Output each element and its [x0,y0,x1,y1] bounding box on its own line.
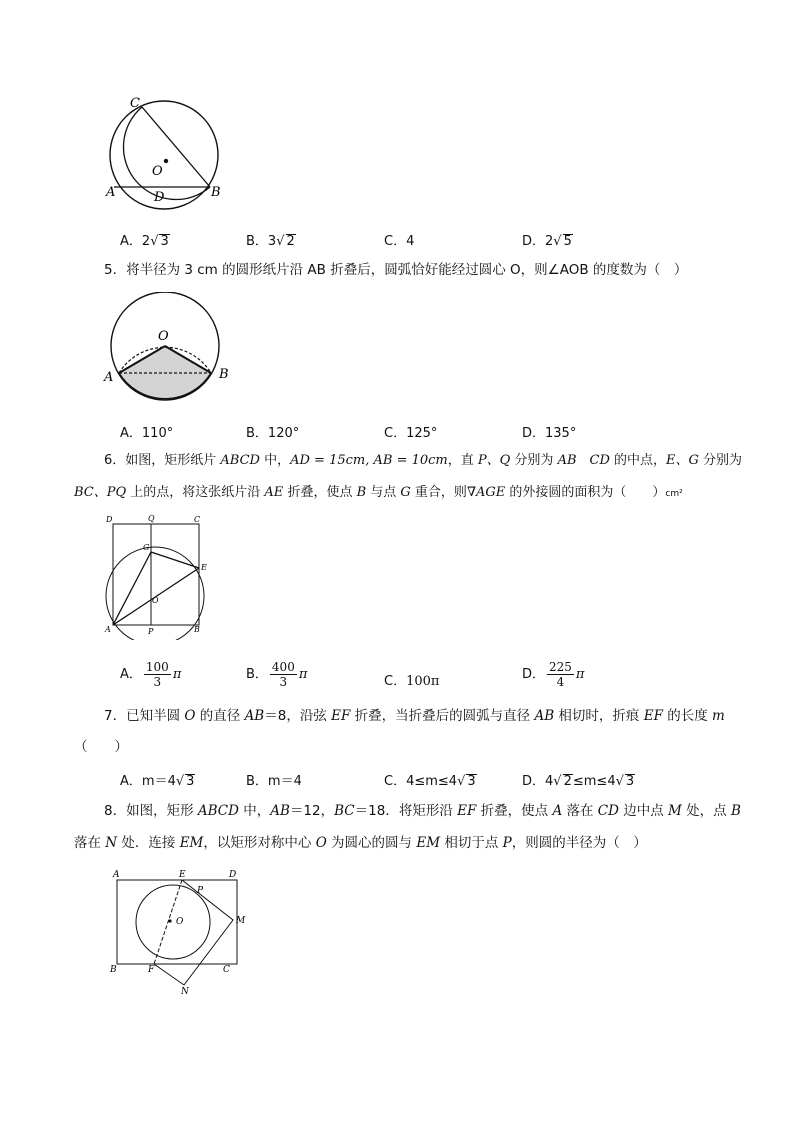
q6-option-c: C．100π [384,674,440,689]
q4-option-c: C．4 [384,234,415,249]
q6-label-p: P [148,627,154,636]
q4-label-c: C [130,96,140,111]
q6-label-e: E [201,563,207,572]
q8-label-n: N [181,987,189,996]
q5-label-a: A [104,370,114,385]
q8-label-p: P [197,886,204,896]
q5-option-d: D．135° [522,426,577,441]
q8-label-f: F [148,965,155,975]
q7-option-a: A．m＝4√ 3 [120,774,195,789]
q6-option-d: D． $\frac{225}{4}$ π [522,660,585,689]
q5-text: 5．将半径为 3 cm 的圆形纸片沿 AB 折叠后，圆弧恰好能经过圆心 O，则∠AOB 的度数为（ ） [104,262,688,278]
q6-line2: BC、PQ 上的点，将这张纸片沿 AE 折叠，使点 B 与点 G 重合，则∇AGE 的外接圆的面积为（ ）cm² [74,485,683,500]
q6-label-a: A [105,625,111,634]
q7-option-b: B．m＝4 [246,774,302,789]
q6-label-d: D [106,515,113,524]
q8-label-o: O [176,917,184,927]
q8-label-b: B [110,965,117,975]
q6-label-g: G [143,543,150,552]
q5-option-c: C．125° [384,426,438,441]
q4-label-o: O [152,164,163,179]
q7-line1: 7．已知半圆 O 的直径 AB＝8，沿弦 EF 折叠，当折叠后的圆弧与直径 AB 相切时，折痕 EF 的长度 m [104,708,725,724]
q8-figure [105,866,255,996]
q5-label-b: B [219,367,229,382]
q5-figure [100,292,240,410]
q8-label-m: M [236,916,246,926]
q6-option-b: B． $\frac{400}{3}$ π [246,660,308,689]
q4-option-b: B．3√ 2 [246,234,295,249]
q7-option-d: D．4√ 2≤m≤4√ 3 [522,774,635,789]
q6-line1: 6．如图，矩形纸片 ABCD 中，AD = 15cm, AB = 10cm，直 P、Q 分别为 AB CD 的中点，E、G 分别为 [104,453,743,468]
q5-option-a: A．110° [120,426,174,441]
q4-label-b: B [211,185,221,200]
q8-line2: 落在 N 处．连接 EM，以矩形对称中心 O 为圆心的圆与 EM 相切于点 P，则圆的半径为（ ） [74,835,647,851]
q7-line2: （ ） [74,739,128,755]
q6-label-b: B [194,625,200,634]
q4-option-a: A．2√ 3 [120,234,169,249]
q6-label-q: Q [148,514,155,523]
q8-label-e: E [179,870,186,880]
q8-label-d: D [229,870,237,880]
q4-figure [100,95,230,210]
q5-label-o: O [158,329,169,344]
q6-figure [98,510,218,640]
q6-label-o: O [152,596,159,605]
q8-label-a: A [113,870,120,880]
q5-option-b: B．120° [246,426,300,441]
q6-option-a: A． $\frac{100}{3}$ π [120,660,182,689]
q7-option-c: C．4≤m≤4√ 3 [384,774,476,789]
q6-label-c: C [194,515,201,524]
q8-label-c: C [223,965,230,975]
q8-line1: 8．如图，矩形 ABCD 中，AB＝12，BC＝18．将矩形沿 EF 折叠，使点 A 落在 CD 边中点 M 处，点 B [104,803,741,819]
q4-label-d: D [154,190,165,205]
q4-label-a: A [106,185,116,200]
q4-option-d: D．2√ 5 [522,234,572,249]
